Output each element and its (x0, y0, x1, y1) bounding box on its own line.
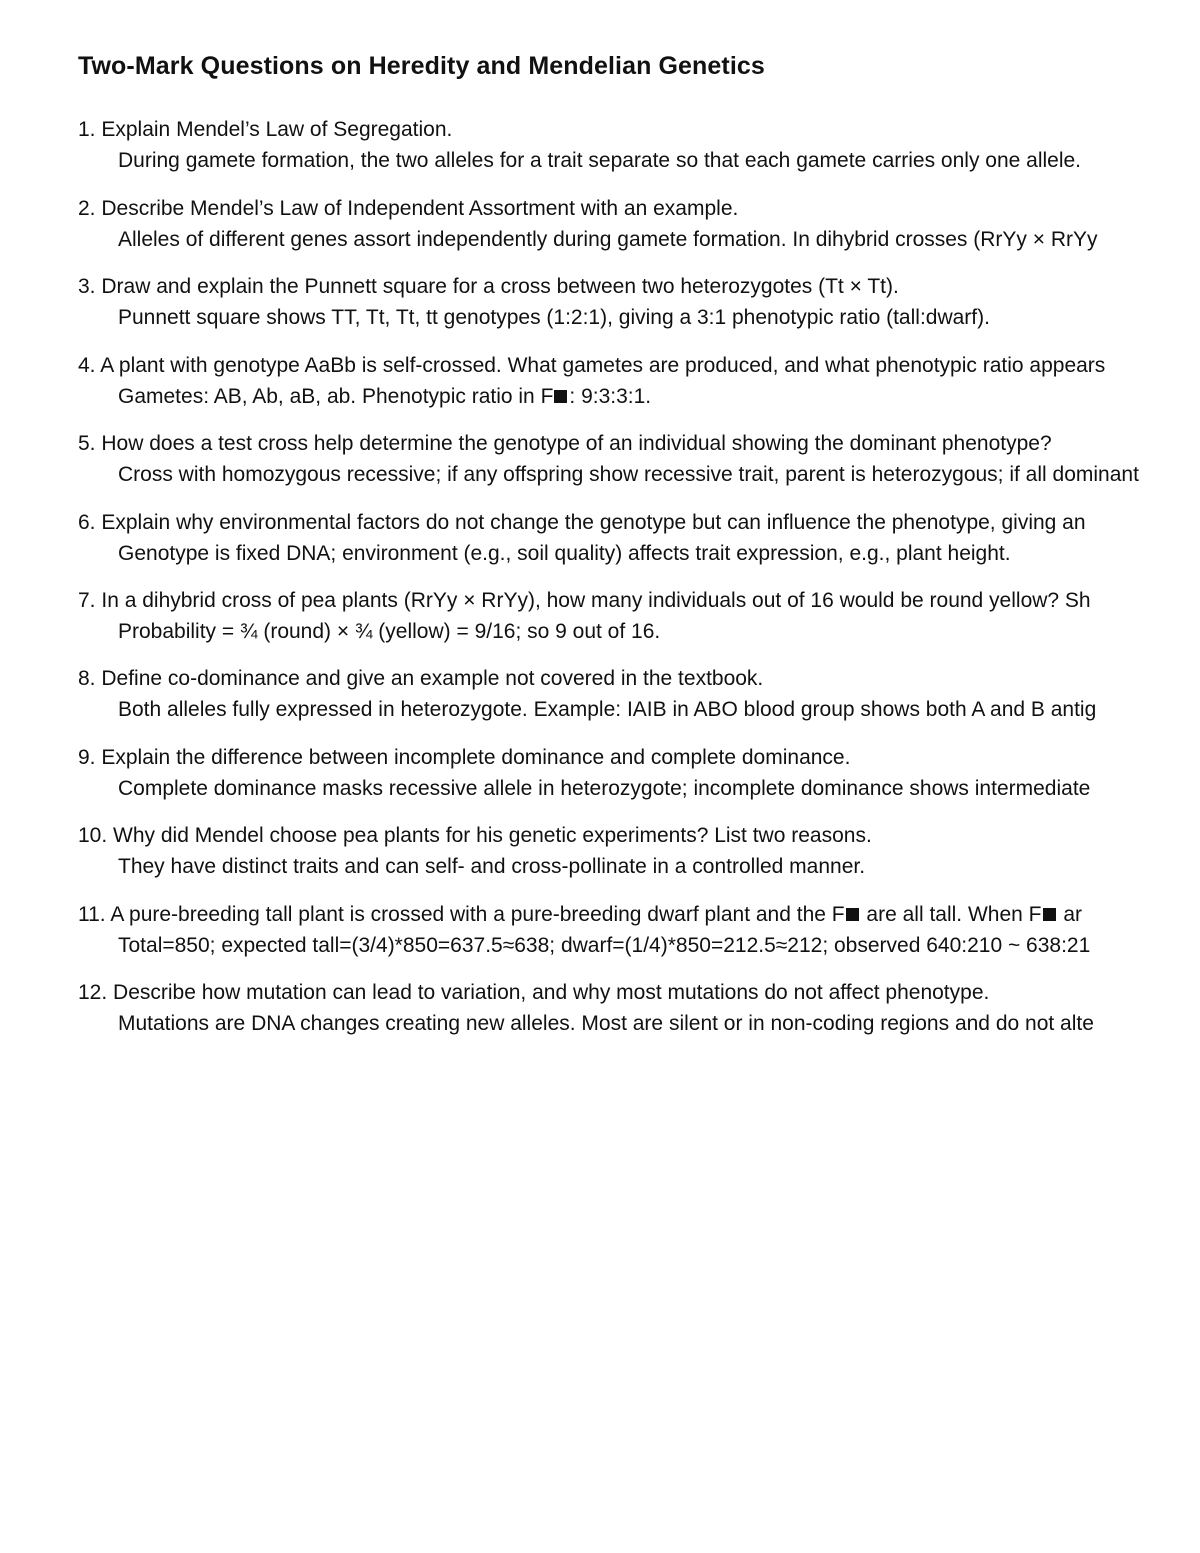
answer-text: During gamete formation, the two alleles for a trait separate so that each gamete carries only one allele. (118, 149, 1082, 172)
answer-text: Gametes: AB, Ab, aB, ab. Phenotypic ratio in F : 9:3:3:1. (118, 385, 652, 408)
question-text: 12. Describe how mutation can lead to variation, and why most mutations do not affect phenotype. (78, 981, 990, 1004)
answer-text: Alleles of different genes assort independently during gamete formation. In dihybrid crosses (RrYy × RrYy (118, 228, 1098, 251)
missing-glyph-box (554, 390, 567, 403)
question-item-6 (78, 507, 1200, 569)
question-item-4 (78, 350, 1200, 412)
question-item-7 (78, 585, 1200, 647)
question-text: 7. In a dihybrid cross of pea plants (RrYy × RrYy), how many individuals out of 16 would be round yellow? Sh (78, 589, 1091, 612)
question-item-3 (78, 271, 1200, 333)
answer-text: Mutations are DNA changes creating new alleles. Most are silent or in non-coding regions and do not alte (118, 1012, 1094, 1035)
question-number: 4. (78, 354, 96, 377)
missing-glyph-box (846, 908, 859, 921)
question-number: 10. (78, 824, 108, 847)
question-text: 4. A plant with genotype AaBb is self-crossed. What gametes are produced, and what phenotypic ratio appears (78, 354, 1106, 377)
answer-text: Total=850; expected tall=(3/4)*850=637.5≈638; dwarf=(1/4)*850=212.5≈212; observed 640:210 ~ 638:21 (118, 934, 1091, 957)
answer-text: Both alleles fully expressed in heterozygote. Example: IAIB in ABO blood group shows both A and B antig (118, 698, 1097, 721)
question-text: 9. Explain the difference between incomplete dominance and complete dominance. (78, 746, 851, 769)
page-title: Two-Mark Questions on Heredity and Mendelian Genetics (78, 52, 765, 80)
question-number: 6. (78, 511, 96, 534)
question-item-5 (78, 428, 1200, 490)
question-number: 2. (78, 197, 96, 220)
question-number: 7. (78, 589, 96, 612)
question-number: 11. (78, 903, 106, 926)
question-item-12 (78, 977, 1200, 1039)
question-text: 11. A pure-breeding tall plant is crossed with a pure-breeding dwarf plant and the F are all tall. When F ar (78, 903, 1083, 926)
question-text: 8. Define co-dominance and give an example not covered in the textbook. (78, 667, 764, 690)
answer-text: Punnett square shows TT, Tt, Tt, tt genotypes (1:2:1), giving a 3:1 phenotypic ratio (tall:dwarf). (118, 306, 990, 329)
answer-text: They have distinct traits and can self- and cross-pollinate in a controlled manner. (118, 855, 866, 878)
question-text: 3. Draw and explain the Punnett square for a cross between two heterozygotes (Tt × Tt). (78, 275, 899, 298)
question-text: 10. Why did Mendel choose pea plants for his genetic experiments? List two reasons. (78, 824, 872, 847)
question-item-8 (78, 663, 1200, 725)
missing-glyph-box (1043, 908, 1056, 921)
question-item-10 (78, 820, 1200, 882)
question-item-9 (78, 742, 1200, 804)
answer-text: Probability = ¾ (round) × ¾ (yellow) = 9/16; so 9 out of 16. (118, 620, 661, 643)
question-number: 1. (78, 118, 96, 141)
question-item-11 (78, 899, 1200, 961)
answer-text: Genotype is fixed DNA; environment (e.g., soil quality) affects trait expression, e.g., plant height. (118, 542, 1011, 565)
question-number: 8. (78, 667, 96, 690)
question-text: 5. How does a test cross help determine the genotype of an individual showing the dominant phenotype? (78, 432, 1052, 455)
question-number: 9. (78, 746, 96, 769)
question-text: 1. Explain Mendel’s Law of Segregation. (78, 118, 453, 141)
question-number: 12. (78, 981, 108, 1004)
question-text: 6. Explain why environmental factors do not change the genotype but can influence the phenotype, giving an (78, 511, 1086, 534)
question-number: 5. (78, 432, 96, 455)
answer-text: Complete dominance masks recessive allele in heterozygote; incomplete dominance shows intermediate (118, 777, 1091, 800)
answer-text: Cross with homozygous recessive; if any offspring show recessive trait, parent is heterozygous; if all dominant (118, 463, 1139, 486)
question-number: 3. (78, 275, 96, 298)
question-item-2 (78, 193, 1200, 255)
question-text: 2. Describe Mendel’s Law of Independent Assortment with an example. (78, 197, 739, 220)
question-item-1 (78, 114, 1200, 176)
